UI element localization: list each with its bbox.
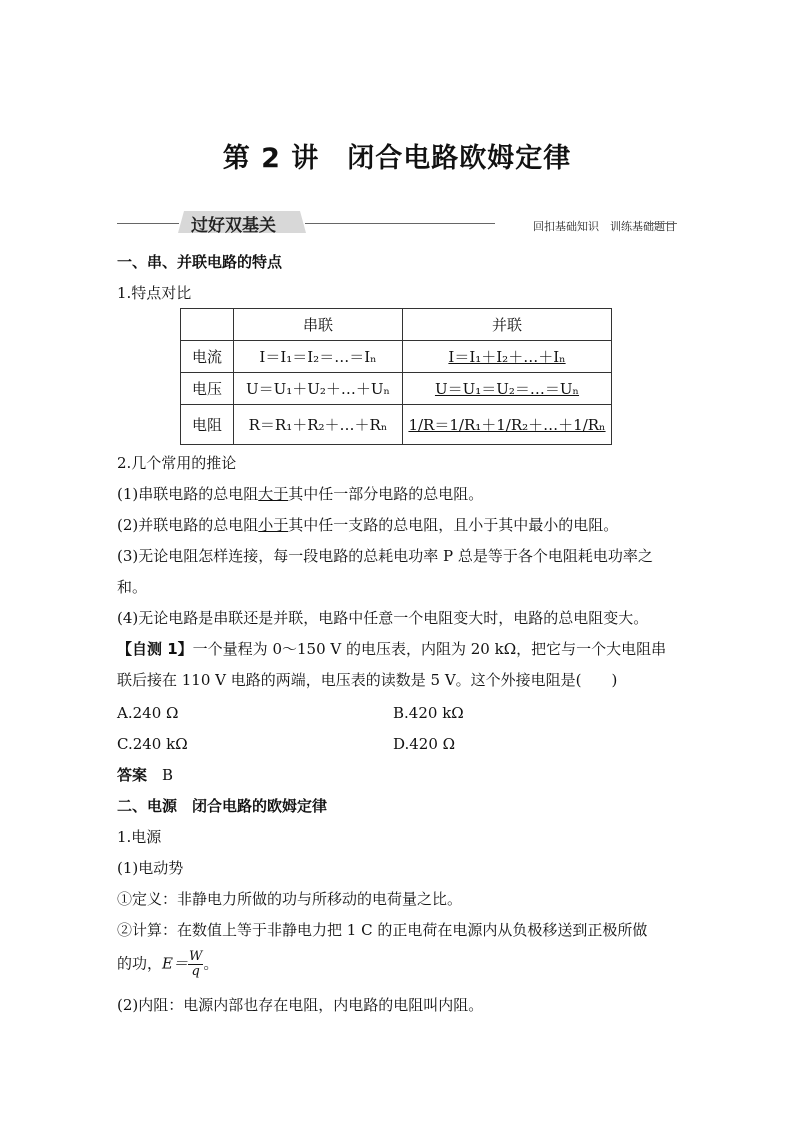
answer-label: 答案 [117,766,148,784]
emf-fraction [188,950,203,979]
table-row-resistance [181,405,612,445]
option-a: A.240 Ω [117,704,179,722]
inference-key: 小于 [258,516,289,534]
inference-key: 大于 [258,485,289,503]
table-header-row [181,309,612,341]
comparison-table [180,308,612,445]
page-title: 第 2 讲 闭合电路欧姆定律 [222,143,572,174]
section2-sub1: 1.电源 [117,828,162,846]
banner-right-text: 回扣基础知识 训练基础题目 [533,220,676,233]
section2-sub1a: (1)电动势 [117,859,184,877]
inference-1 [117,483,483,505]
option-b: B.420 kΩ [393,704,464,722]
section1-sub1: 1.特点对比 [117,284,192,302]
inference-4: (4)无论电路是串联还是并联，电路中任意一个电阻变大时，电路的总电阻变大。 [117,609,649,627]
section1-sub2: 2.几个常用的推论 [117,454,237,472]
answer-line [117,764,173,786]
table-row-label: 电阻 [181,405,234,445]
section1-heading: 一、串、并联电路的特点 [117,253,283,271]
banner-rule-mid [305,223,495,224]
formula-text: 1/R＝1/R₁＋1/R₂＋…＋1/Rₙ [408,416,606,434]
emf-numerator: W [188,949,203,964]
inference-3-line1: (3)无论电阻怎样连接，每一段电路的总耗电功率 P 总是等于各个电阻耗电功率之 [117,547,653,565]
quiz-tag: 【自测 1】 [117,640,193,658]
quiz-line1 [117,638,666,660]
inference-3-line2: 和。 [117,578,148,596]
inference-text: 其中任一部分电路的总电阻。 [288,485,484,503]
internal-resistance: (2)内阻：电源内部也存在电阻，内电路的电阻叫内阻。 [117,996,484,1014]
option-d: D.420 Ω [393,735,456,753]
emf-calc-text: 的功， [117,954,163,973]
table-row-current [181,341,612,373]
quiz-line2: 联后接在 110 V 电路的两端，电压表的读数是 5 V。这个外接电阻是( ) [117,671,618,689]
table-row-voltage [181,373,612,405]
inference-text: (1)串联电路的总电阻 [117,485,259,503]
table-row-label: 电压 [181,373,234,405]
voltage-series-formula [234,373,403,405]
current-parallel-formula [403,341,612,373]
resistance-parallel-formula [403,405,612,445]
section2-heading: 二、电源 闭合电路的欧姆定律 [117,797,328,815]
banner-rule-left [117,223,179,224]
table-header-parallel: 并联 [403,309,612,341]
formula-text: I＝I₁＝I₂＝…＝Iₙ [259,348,377,366]
table-header-series: 串联 [234,309,403,341]
banner-label: 过好双基关 [191,216,276,236]
inference-text: 其中任一支路的总电阻，且小于其中最小的电阻。 [288,516,619,534]
emf-definition: ①定义：非静电力所做的功与所移动的电荷量之比。 [117,890,463,908]
banner-rule-right [647,223,677,224]
formula-text: U＝U₁＝U₂＝…＝Uₙ [434,380,580,398]
formula-text: I＝I₁＋I₂＋…＋Iₙ [448,348,566,366]
formula-text: U＝U₁＋U₂＋…＋Uₙ [245,380,391,398]
emf-calc-end: 。 [203,954,219,973]
inference-2 [117,514,618,536]
emf-calc-line1: ②计算：在数值上等于非静电力把 1 C 的正电荷在电源内从负极移送到正极所做 [117,921,648,939]
quiz-text: 一个量程为 0～150 V 的电压表，内阻为 20 kΩ，把它与一个大电阻串 [192,640,667,658]
option-c: C.240 kΩ [117,735,188,753]
formula-text: R＝R₁＋R₂＋…＋Rₙ [248,416,388,434]
inference-text: (2)并联电路的总电阻 [117,516,259,534]
answer-value: B [162,766,174,784]
emf-calc-line2 [117,950,218,979]
emf-eq: E＝ [162,954,188,973]
table-header-blank [181,309,234,341]
table-row-label: 电流 [181,341,234,373]
voltage-parallel-formula [403,373,612,405]
resistance-series-formula [234,405,403,445]
emf-denominator: q [191,964,200,979]
current-series-formula [234,341,403,373]
